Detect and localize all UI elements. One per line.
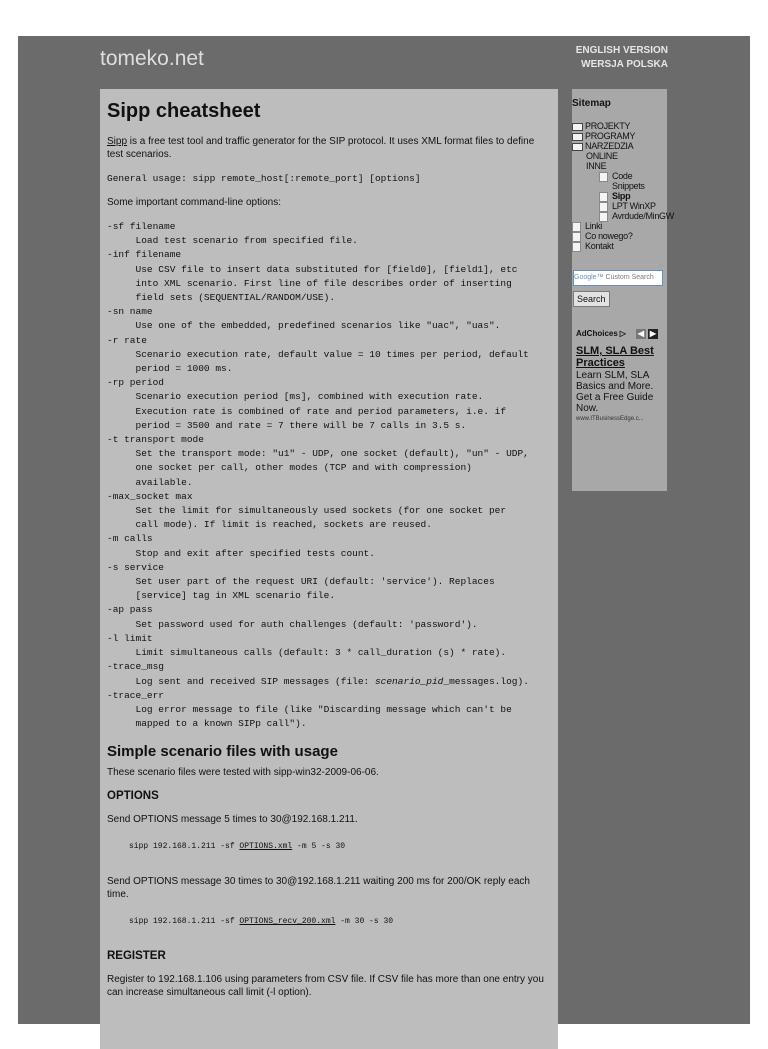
sipp-link[interactable]: Sipp [107, 136, 128, 147]
sitemap-label: ONLINE [586, 151, 618, 161]
options-xml-link[interactable]: OPTIONS.xml [239, 842, 293, 852]
google-logo: Google™ [574, 274, 604, 281]
sitemap-item-sipp[interactable] [599, 191, 667, 201]
page-title: Sipp cheatsheet [107, 100, 261, 122]
sitemap-item-projekty[interactable] [572, 121, 667, 131]
folder-icon [572, 123, 583, 131]
options-desc-2: Send OPTIONS message 30 times to 30@192.168.1.211 waiting 200 ms for 200/OK reply each time. [107, 876, 530, 901]
folder-icon [572, 143, 583, 151]
command-1-text: sipp 192.168.1.211 -sf [129, 842, 240, 852]
sitemap-label: PROJEKTY [585, 121, 631, 131]
sidebar [572, 89, 674, 491]
options-text-1: -sf filename Load test scenario from specified file. -inf filename Use CSV file to insert data substituted for [field0], [field1], etc into XML scenario. First line of file describes order of inserting field sets (SEQUENTIAL/RANDOM/USE). -sn name Use one of the embedded, predefined scenarios like "uac", "uas". -r rate Scenario execution rate, default value = 10 times per period, default period = 1000 ms. -rp period Scenario execution period [ms], combined with execution rate. Execution rate is combined of rate and period parameters, i.e. if period = 3500 and rate = 7 there will be 7 calls in 3.5 s. -t transport mode Set the transport mode: "u1" - UDP, one socket (default), "un" - UDP, one socket per call, other modes (TCP and with compression) available. -max_socket max Set the limit for simultaneously used sockets (for one socket per call mode). If limit is reached, sockets are reused. -m calls Stop and exit after specified tests count. -s service Set user part of the request URI (default: 'service'). Replaces [service] tag in XML scenario file. -ap pass Set password used for auth challenges (default: 'password'). -l limit Limit simultaneous calls (default: 3 * call_duration (s) * rate). -trace_msg Log sent and received SIP messages (file: [107, 221, 529, 687]
sitemap-item-inne[interactable] [586, 161, 667, 171]
options-text-italic: scenario_pid [374, 675, 444, 687]
adchoices-bar[interactable] [576, 329, 667, 339]
options-recv-200-link[interactable]: OPTIONS_recv_200.xml [239, 917, 336, 927]
command-1 [129, 840, 551, 853]
main-content [100, 89, 558, 1049]
scenario-heading: Simple scenario files with usage [107, 743, 338, 761]
sitemap-label: Avrdude/MinGW [612, 211, 674, 221]
next-ad-icon[interactable]: ▶ [649, 329, 657, 338]
folder-icon [572, 133, 583, 141]
sitemap-label: INNE [586, 161, 607, 171]
sitemap-label: PROGRAMY [585, 131, 636, 141]
sitemap-label: Code Snippets [612, 171, 645, 191]
ad-title-link[interactable]: SLM, SLA Best Practices [576, 345, 654, 369]
ad-block [576, 329, 667, 424]
options-text-2: _messages.log). -trace_err Log error message to file (like "Discarding message which can't be mapped to a known SIPp call"). [107, 675, 529, 730]
english-version-link[interactable]: ENGLISH VERSION [575, 45, 668, 56]
polish-version-link[interactable]: WERSJA POLSKA [581, 59, 668, 70]
sitemap-item-narzedzia[interactable] [572, 141, 667, 151]
search-input[interactable] [573, 270, 663, 286]
sitemap-item-programy[interactable] [572, 131, 667, 141]
sitemap-label: NARZEDZIA [585, 141, 634, 151]
intro-text: is a free test tool and traffic generator for the SIP protocol. It uses XML format files to define test scenarios. [107, 136, 535, 160]
options-section-heading: OPTIONS [107, 790, 159, 803]
options-desc-1: Send OPTIONS message 5 times to 30@192.168.1.211. [107, 814, 358, 826]
intro-paragraph [107, 135, 551, 161]
command-2 [129, 915, 551, 928]
ad-body: Learn SLM, SLA Basics and More. Get a Free Guide Now. [576, 370, 654, 414]
options-list [107, 220, 551, 731]
page-icon [572, 242, 581, 252]
sitemap-label: Co nowego? [585, 231, 633, 241]
adchoices-label: AdChoices [576, 329, 618, 338]
sitemap-item-co-nowego[interactable] [572, 231, 667, 241]
sitemap-label: Linki [585, 221, 603, 231]
general-usage: General usage: sipp remote_host[:remote_port] [options] [107, 173, 421, 184]
page-frame [18, 36, 750, 1024]
sitemap-item-lpt-winxp[interactable] [599, 201, 667, 211]
search-placeholder: Custom Search [605, 274, 654, 281]
sitemap-item-kontakt[interactable] [572, 241, 667, 251]
page-icon [599, 172, 608, 182]
command-2-args: -m 30 -s 30 [335, 917, 394, 927]
sitemap-item-linki[interactable] [572, 221, 667, 231]
sitemap-item-code-snippets[interactable] [599, 171, 667, 191]
sitemap-label: LPT WinXP [612, 201, 656, 211]
scenario-intro: These scenario files were tested with sipp-win32-2009-06-06. [107, 767, 379, 779]
prev-ad-icon[interactable]: ◀ [637, 329, 645, 338]
site-title[interactable]: tomeko.net [100, 47, 204, 70]
language-switcher [576, 44, 668, 72]
command-2-text: sipp 192.168.1.211 -sf [129, 917, 240, 927]
sitemap-title: Sitemap [572, 98, 611, 109]
adchoices-icon: ▷ [619, 329, 626, 338]
sitemap-item-avrdude[interactable] [599, 211, 674, 221]
register-section-heading: REGISTER [107, 950, 166, 963]
options-heading: Some important command-line options: [107, 197, 281, 208]
sitemap-label: Sipp [612, 191, 631, 201]
sitemap-item-online[interactable] [586, 151, 667, 161]
command-1-args: -m 5 -s 30 [292, 842, 346, 852]
search-button[interactable]: Search [573, 291, 610, 307]
ad-url[interactable]: www.ITBusinessEdge.c... [576, 416, 644, 422]
register-desc: Register to 192.168.1.106 using parameters from CSV file. If CSV file has more than one entry you can increase simultaneous call limit (-l option). [107, 974, 544, 999]
sitemap-label: Kontakt [585, 241, 614, 251]
